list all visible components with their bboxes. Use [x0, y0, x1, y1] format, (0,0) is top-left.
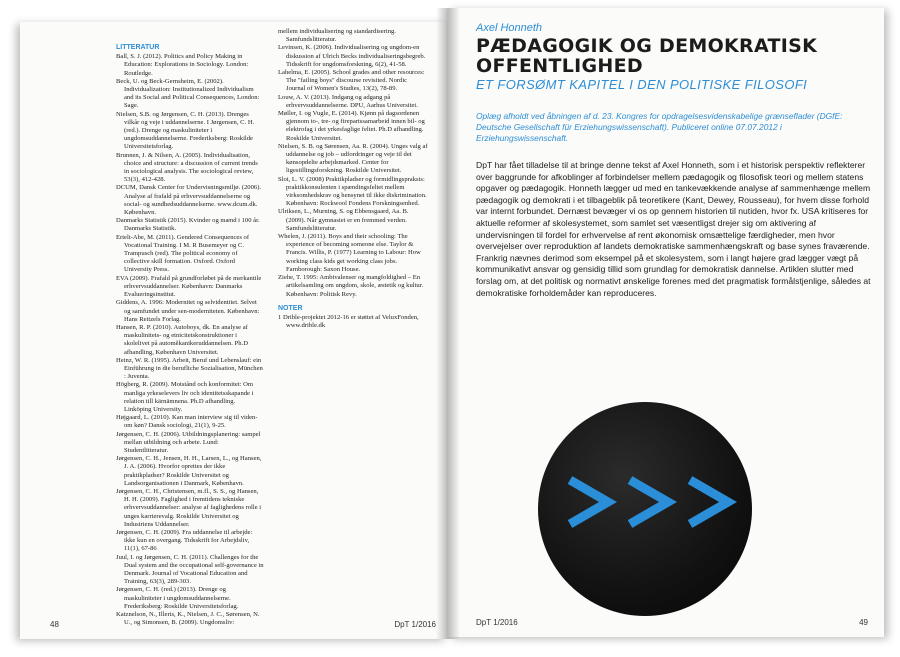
reference-entry: Lahelma, E. (2005). School grades and other resources: The "failing boys" discourse revisited. Nordic Journal of Women's Studies, 13(2), 78-89.: [278, 69, 425, 93]
chevron-1-icon: [570, 480, 608, 524]
note-entry: 1 Drible-projektet 2012-16 er støttet af VeluxFonden, www.drible.dk: [278, 313, 419, 330]
reference-entry: Nielsen, S.B. og Jørgensen, C. H. (2013). Drenges vilkår og veje i uddannelserne. I Jørgensen, C. H. (red.). Drenge og maskuliniteter i ungdomsuddannelserne. Frederiksberg: Roskilde Universitetsforlag.: [116, 110, 255, 151]
author-name: Axel Honneth: [476, 22, 543, 34]
article-intro: Oplæg afholdt ved åbningen af d. 23. Kongres for opdragelsesvidenskabelige grænseflader (DGfE: Deutsche Gesellschaft für Erziehungswissenschaft). Publiceret online 07.07.2012 i Erziehungswissenschaft.: [476, 111, 843, 143]
references-list-1: [116, 53, 264, 627]
chevrons-icon: [538, 402, 752, 616]
reference-entry: Danmarks Statistik (2015). Kvinder og mænd i 100 år. Danmarks Statistik.: [116, 217, 260, 233]
reference-entry: Whelen, J. (2011). Boys and their schooling: The experience of becoming someone else. Taylor & Francis. Willis, P. (1977) Learning to Labour: How working class kids get working class jobs. Farnborough: Saxon House.: [278, 233, 421, 273]
notes-list: [278, 314, 428, 330]
reference-entry: Jørgensen, C. H. (red.) (2013). Drenge og maskuliniteter i ungdomsuddannelserne. Frederiksberg: Roskilde Universitetsforlag.: [116, 586, 239, 610]
reference-entry: Ertelt-Abe, M. (2011). Gendered Consequences of Vocational Training. I M. R Busemeyer og C. Trampusch (red). The political economy of collective skill formation. Oxford. Oxford University Press.: [116, 233, 250, 274]
book-spine-shadow: [436, 8, 460, 639]
reference-entry: Nielsen, S. B. og Sørensen, Aa. R. (2004). Unges valg af uddannelse og job – udfordringer og veje til det kønsopdelte arbejdsmarked. Center for ligestillingsforskning. Roskilde Universitet.: [278, 142, 428, 175]
reference-entry: Hansen, R. P. (2010). Autoboys, dk. En analyse af maskulinitets- og etnicitetskonstruktioner i skolelivet på automěkanikeruddannelsen. Ph.D afhandling, København Universitet.: [116, 323, 248, 356]
footer-left: DpT 1/2016: [394, 620, 436, 629]
reference-entry: Ulriksen, L., Murning, S. og Ebbensgaard, Aa. B. (2009). Når gymnasiet er en fremmed verden. Samfundslitteratur.: [278, 208, 409, 232]
page-number-right: 49: [859, 618, 868, 627]
references-column-2: [278, 28, 428, 330]
reference-entry: Giddens, A. 1996: Modernitet og selvidentitet. Selvet og samfundet under sen-moderniteten. København: Hans Reitzels Forlag.: [116, 299, 260, 323]
reference-entry: Slot, L. V. (2008) Praktikpladser og formidlingspraksis: praktikkonsulenten i spændingsfeltet mellem virksomhedskrav og hensynet til ikke diskrimination. København: Rockwool Fondens Forskningsenhed.: [278, 175, 427, 208]
reference-entry: Jørgensen, C. H. (2009). Fra uddannelse til arbejde: ikke kun en overgang. Tidsskrift for Arbejdsliv, 11(1), 67-86: [116, 528, 253, 553]
reference-entry: Heinz, W. R. (1995). Arbeit, Beruf und Lebenslauf: ein Einführung in die berufliche Sozialisation, München : Juventa.: [116, 356, 263, 381]
right-page: [448, 8, 884, 637]
reference-entry: DCUM, Dansk Center for Undervisningsmiljø. (2006). Analyse af frafald på erhvervsuddannelserne og social- og sundhedsuddannelserne. www.dcum.dk. København.: [116, 184, 262, 217]
article-body: DpT har fået tilladelse til at bringe denne tekst af Axel Honneth, som i et historisk perspektiv reflekterer over baggrunde for afkoblinger af forbindelser mellem pædagogik og filosofisk teori og mellem statens opgaver og pædagogik. Honneth lægger ud med en tankevækkende analyse af sammenhænge mellem pædagogik og demokrati i et tilbageblik på teoretikere (Kant, Dewey, Rousseau), for hvem disse forhold var internt forbundet. Dernæst bevæger vi os op gennem historien til nutiden, hvor fx. USA kritiseres for aktuelle reformer af skolesystemet, som samlet set væsentligst drejer sig om aktivering af undervisningen til fordel for erhvervelse af rent økonomisk omsættelige færdigheder, men hvor overvejelser over reproduktion af landets demokratiske sammenhængskraft og base synes fraværende. Frankrig nævnes derimod som eksempel på et skolesystem, som i langt højere grad lægger vægt på kommunikativt ansvar og gensidig tillid som grundlag for demokratisk dannelse. Artiklen slutter med forslag om, at det politisk og normativt ønskelige forenes med det pragmatisk formålstjenlige, således at demokratiske forholdemåder kan reproduceres.: [476, 160, 871, 298]
article-subtitle: ET FORSØMT KAPITEL I DEN POLITISKE FILOSOFI: [476, 77, 808, 92]
notes-heading: NOTER: [278, 304, 303, 312]
footer-right: DpT 1/2016: [476, 618, 518, 627]
references-column-1: [116, 44, 264, 627]
article-title: PÆDAGOGIK OG DEMOKRATISK OFFENTLIGHED: [476, 35, 818, 77]
reference-entry: Jørgensen, C. H. (2006). Utbildningsplanering: sampel mellan utbildning och arbete. Lund: Studentlitteratur.: [116, 430, 261, 454]
reference-entry: Beck, U. og Beck-Gernsheim, E. (2002). Individualization: Institutionalized Individualism and its Social and Political Consequences, London: Sage.: [116, 77, 260, 110]
reference-entry: Katznelson, N., Illeris, K., Nielsen, J. C., Sørensen, N. U., og Simonsen, B. (2009). Ungdomsliv:: [116, 611, 260, 627]
reference-entry: EVA (2009). Frafald på grundforløbet på de merkantile erhvervsuddannelser. København: Danmarks Evalueringsinstitut.: [116, 274, 262, 299]
reference-entry: Jørgensen, C. H., Jensen, H. H., Larsen, L., og Hansen, J. A. (2006). Hvorfor oprettes der ikke praktikpladser? Roskilde Universitet og Landsorganisationen i Danmark, København.: [116, 455, 262, 487]
reference-entry: Jørgensen, C. H., Christensen, m.fl., S. S., og Hansen, H. H. (2009). Faglighed i fremtidens tekniske erhvervsuddannelser: analyse af faglighedens rolle i unges karrierevalg. Roskilde Universitet og Industriens Uddannelser.: [116, 487, 262, 528]
reference-entry: Juul, I. og Jørgensen, C. H. (2011). Challenges for the Dual system and the occupational self-governance in Denmark. Journal of Vocational Education and Training, 63(3), 289-303.: [116, 553, 264, 586]
reference-entry: Møller, I. og Vugle, E. (2014). Kjønn på dagsordenen gjennom to-, tre- og firepartssamarbeid innen bil- og elektrofag i det yrkesfaglige feltet. Ph.D afhandling. Roskilde Universitet.: [278, 110, 425, 142]
references-list-2: [278, 28, 428, 299]
reference-entry: Högberg, R. (2009). Motstånd och konformitet: Om manliga yrkeselevers liv och identitetsskapande i relation till kärnämnena. Ph.D afhandling. Linköping University.: [116, 381, 254, 413]
chevron-2-icon: [630, 480, 668, 524]
page-number-left: 48: [50, 620, 59, 629]
left-page: [20, 22, 448, 639]
reference-entry: Ball, S. J. (2012). Politics and Policy Making in Education: Explorations in Sociology. London: Routledge.: [116, 53, 249, 77]
reference-entry: Levinsen, K. (2006). Individualisering og ungdom-en diskussion af Ulrich Becks individualiseringsbegreb. Tidsskrift for ungdomsforskning, 6(2), 41-58.: [278, 44, 426, 68]
reference-entry: Ziehe, T. 1995: Ambivalenser og mangfoldighed – En artikelsamling om ungdom, skole, æstetik og kultur. København: Politisk Revy.: [278, 274, 424, 298]
chevron-graphic: [538, 402, 752, 616]
references-heading: LITTERATUR: [116, 44, 160, 51]
reference-entry: mellem individualisering og standardisering. Samfundslitteratur.: [278, 28, 396, 44]
reference-entry: Brunnen, J. & Nilsen, A. (2005). Individualisation, choice and structure: a discussion of current trends in sociological analysis. The sociological review, 53(3), 412-428.: [116, 151, 258, 184]
reference-entry: Louw, A. V. (2013). Indgang og adgang på erhvervsuddannelserne. DPU, Aarhus Universitet.: [278, 93, 418, 109]
reference-entry: Højgaard, L. (2010). Kan man interview sig til viden-om køn? Dansk sociologi, 21(1), 9-25.: [116, 414, 258, 430]
chevron-3-icon: [690, 480, 728, 524]
